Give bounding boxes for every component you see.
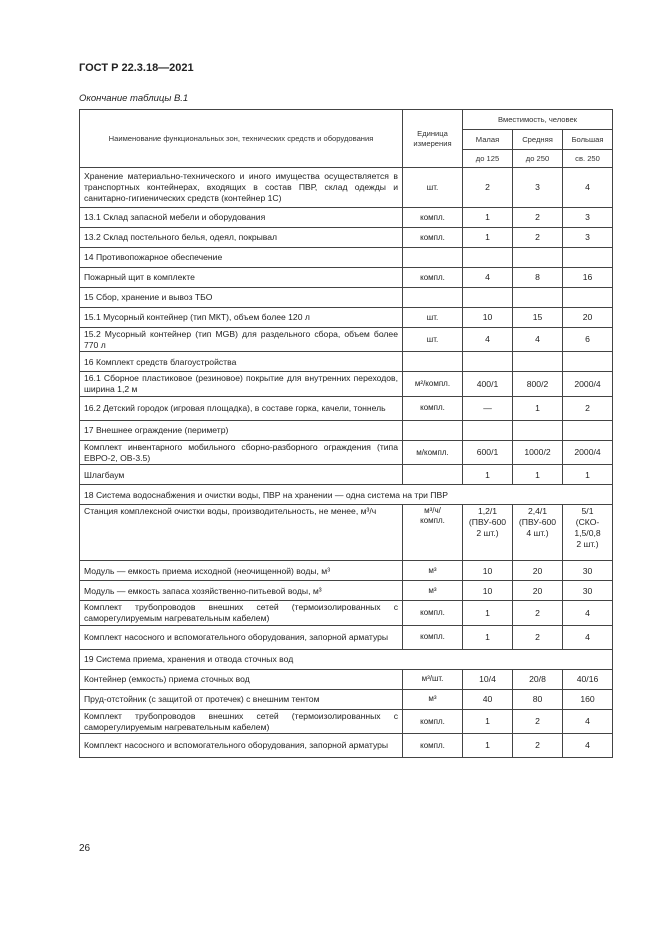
value-medium: 2	[513, 625, 563, 649]
item-name: 16.1 Сборное пластиковое (резиновое) покрытие для внутренних переходов, ширина 1,2 м	[80, 372, 403, 396]
table-body	[80, 168, 613, 758]
value-small: 1	[463, 208, 513, 228]
table-row	[80, 168, 613, 208]
empty-cell	[403, 248, 463, 268]
value-medium: 2	[513, 601, 563, 625]
table-row	[80, 268, 613, 288]
value-large: 30	[563, 561, 613, 581]
value-medium: 20	[513, 561, 563, 581]
value-medium: 15	[513, 308, 563, 328]
table-row	[80, 288, 613, 308]
value-large: 4	[563, 734, 613, 758]
item-name: Модуль — емкость запаса хозяйственно-питьевой воды, м³	[80, 581, 403, 601]
table-caption: Окончание таблицы В.1	[79, 93, 189, 104]
table-row	[80, 465, 613, 485]
empty-cell	[563, 420, 613, 440]
section-heading: 18 Система водоснабжения и очистки воды, ПВР на хранении — одна система на три ПВР	[80, 485, 613, 505]
header-medium: Средняя	[513, 130, 563, 150]
item-name: Контейнер (емкость) приема сточных вод	[80, 669, 403, 689]
header-capacity: Вместимость, человек	[463, 110, 613, 130]
value-large: 2000/4	[563, 440, 613, 464]
empty-cell	[403, 288, 463, 308]
page-number: 26	[79, 843, 91, 854]
value-large: 30	[563, 581, 613, 601]
item-unit: шт.	[403, 328, 463, 352]
document-title: ГОСТ Р 22.3.18—2021	[79, 62, 194, 74]
header-range-small: до 125	[463, 150, 513, 168]
table-row	[80, 689, 613, 709]
item-name: Комплект насосного и вспомогательного оборудования, запорной арматуры	[80, 734, 403, 758]
header-unit: Единица измерения	[403, 110, 463, 168]
item-name: Станция комплексной очистки воды, производительность, не менее, м³/ч	[80, 505, 403, 561]
value-large: 1	[563, 465, 613, 485]
value-large: 4	[563, 709, 613, 733]
item-unit: м³	[403, 581, 463, 601]
item-unit	[403, 465, 463, 485]
table-row	[80, 649, 613, 669]
item-name: Пожарный щит в комплекте	[80, 268, 403, 288]
table-row	[80, 372, 613, 396]
value-small: 1	[463, 709, 513, 733]
value-medium: 1	[513, 465, 563, 485]
section-heading: 19 Система приема, хранения и отвода сточных вод	[80, 649, 613, 669]
empty-cell	[513, 352, 563, 372]
value-small: 1	[463, 734, 513, 758]
empty-cell	[463, 352, 513, 372]
item-unit: компл.	[403, 396, 463, 420]
item-unit: шт.	[403, 308, 463, 328]
value-small: 1	[463, 228, 513, 248]
value-small: 600/1	[463, 440, 513, 464]
header-range-large: св. 250	[563, 150, 613, 168]
value-medium: 2	[513, 734, 563, 758]
section-heading: 14 Противопожарное обеспечение	[80, 248, 403, 268]
item-unit: компл.	[403, 601, 463, 625]
value-small: 10	[463, 561, 513, 581]
table-row	[80, 601, 613, 625]
item-unit: м³	[403, 561, 463, 581]
empty-cell	[513, 248, 563, 268]
value-large: 160	[563, 689, 613, 709]
item-name: Пруд-отстойник (с защитой от протечек) с внешним тентом	[80, 689, 403, 709]
table-row	[80, 669, 613, 689]
value-small: 10	[463, 308, 513, 328]
value-medium: 80	[513, 689, 563, 709]
item-name: Хранение материально-технического и иного имущества осуществляется в транспортных контейнерах, входящих в состав ПВР, склад одежды и санитарно-гигиенических средств (контейнер 1С)	[80, 168, 403, 208]
value-medium: 800/2	[513, 372, 563, 396]
table-row	[80, 625, 613, 649]
table-row	[80, 440, 613, 464]
item-unit: шт.	[403, 168, 463, 208]
table-row	[80, 328, 613, 352]
header-name: Наименование функциональных зон, технических средств и оборудования	[80, 110, 403, 168]
table-row	[80, 561, 613, 581]
header-range-medium: до 250	[513, 150, 563, 168]
item-name: 13.1 Склад запасной мебели и оборудования	[80, 208, 403, 228]
table-row	[80, 308, 613, 328]
item-name: Шлагбаум	[80, 465, 403, 485]
value-small: 1	[463, 601, 513, 625]
table-row	[80, 581, 613, 601]
value-small: 1	[463, 465, 513, 485]
empty-cell	[513, 420, 563, 440]
value-medium: 2	[513, 228, 563, 248]
section-heading: 15 Сбор, хранение и вывоз ТБО	[80, 288, 403, 308]
table-row	[80, 352, 613, 372]
value-medium: 1000/2	[513, 440, 563, 464]
value-small: 4	[463, 268, 513, 288]
empty-cell	[463, 248, 513, 268]
value-large: 20	[563, 308, 613, 328]
item-name: Комплект насосного и вспомогательного оборудования, запорной арматуры	[80, 625, 403, 649]
value-medium: 3	[513, 168, 563, 208]
table-row	[80, 248, 613, 268]
value-small: 4	[463, 328, 513, 352]
item-unit: м³/ч/ компл.	[403, 505, 463, 561]
value-large: 2	[563, 396, 613, 420]
item-unit: компл.	[403, 208, 463, 228]
value-large: 4	[563, 168, 613, 208]
table-row	[80, 396, 613, 420]
value-large: 16	[563, 268, 613, 288]
value-small: 400/1	[463, 372, 513, 396]
table-row	[80, 709, 613, 733]
table-row	[80, 734, 613, 758]
item-name: 13.2 Склад постельного белья, одеял, покрывал	[80, 228, 403, 248]
value-large: 4	[563, 601, 613, 625]
item-name: 15.1 Мусорный контейнер (тип МКТ), объем более 120 л	[80, 308, 403, 328]
item-unit: м/компл.	[403, 440, 463, 464]
table-row	[80, 228, 613, 248]
value-large: 6	[563, 328, 613, 352]
value-small: 40	[463, 689, 513, 709]
empty-cell	[513, 288, 563, 308]
empty-cell	[463, 288, 513, 308]
equipment-table	[79, 109, 613, 758]
table-row	[80, 420, 613, 440]
item-unit: м²/компл.	[403, 372, 463, 396]
empty-cell	[563, 248, 613, 268]
item-name: 15.2 Мусорный контейнер (тип MGB) для раздельного сбора, объем более 770 л	[80, 328, 403, 352]
value-small: 10/4	[463, 669, 513, 689]
item-unit: компл.	[403, 228, 463, 248]
value-medium: 4	[513, 328, 563, 352]
item-unit: компл.	[403, 734, 463, 758]
value-medium: 2	[513, 208, 563, 228]
value-medium: 1	[513, 396, 563, 420]
empty-cell	[403, 352, 463, 372]
value-large: 2000/4	[563, 372, 613, 396]
value-medium: 2,4/1 (ПВУ-600 4 шт.)	[513, 505, 563, 561]
item-unit: м³/шт.	[403, 669, 463, 689]
item-name: 16.2 Детский городок (игровая площадка), в составе горка, качели, тоннель	[80, 396, 403, 420]
empty-cell	[563, 352, 613, 372]
item-name: Комплект трубопроводов внешних сетей (термоизолированных с саморегулируемым нагревательным кабелем)	[80, 709, 403, 733]
value-large: 5/1 (СКО- 1,5/0,8 2 шт.)	[563, 505, 613, 561]
value-medium: 8	[513, 268, 563, 288]
item-unit: компл.	[403, 709, 463, 733]
item-name: Комплект трубопроводов внешних сетей (термоизолированных с саморегулируемым нагревательным кабелем)	[80, 601, 403, 625]
header-large: Большая	[563, 130, 613, 150]
table-row	[80, 505, 613, 561]
value-small: —	[463, 396, 513, 420]
value-large: 3	[563, 208, 613, 228]
item-unit: м³	[403, 689, 463, 709]
table-row	[80, 485, 613, 505]
value-medium: 20	[513, 581, 563, 601]
value-small: 1	[463, 625, 513, 649]
table-row	[80, 208, 613, 228]
value-large: 4	[563, 625, 613, 649]
value-small: 10	[463, 581, 513, 601]
item-name: Модуль — емкость приема исходной (неочищенной) воды, м³	[80, 561, 403, 581]
header-small: Малая	[463, 130, 513, 150]
value-small: 2	[463, 168, 513, 208]
empty-cell	[403, 420, 463, 440]
value-medium: 2	[513, 709, 563, 733]
value-large: 40/16	[563, 669, 613, 689]
item-name: Комплект инвентарного мобильного сборно-разборного ограждения (типа ЕВРО-2, ОВ-3.5)	[80, 440, 403, 464]
value-medium: 20/8	[513, 669, 563, 689]
item-unit: компл.	[403, 268, 463, 288]
empty-cell	[463, 420, 513, 440]
empty-cell	[563, 288, 613, 308]
value-small: 1,2/1 (ПВУ-600 2 шт.)	[463, 505, 513, 561]
section-heading: 16 Комплект средств благоустройства	[80, 352, 403, 372]
value-large: 3	[563, 228, 613, 248]
item-unit: компл.	[403, 625, 463, 649]
section-heading: 17 Внешнее ограждение (периметр)	[80, 420, 403, 440]
